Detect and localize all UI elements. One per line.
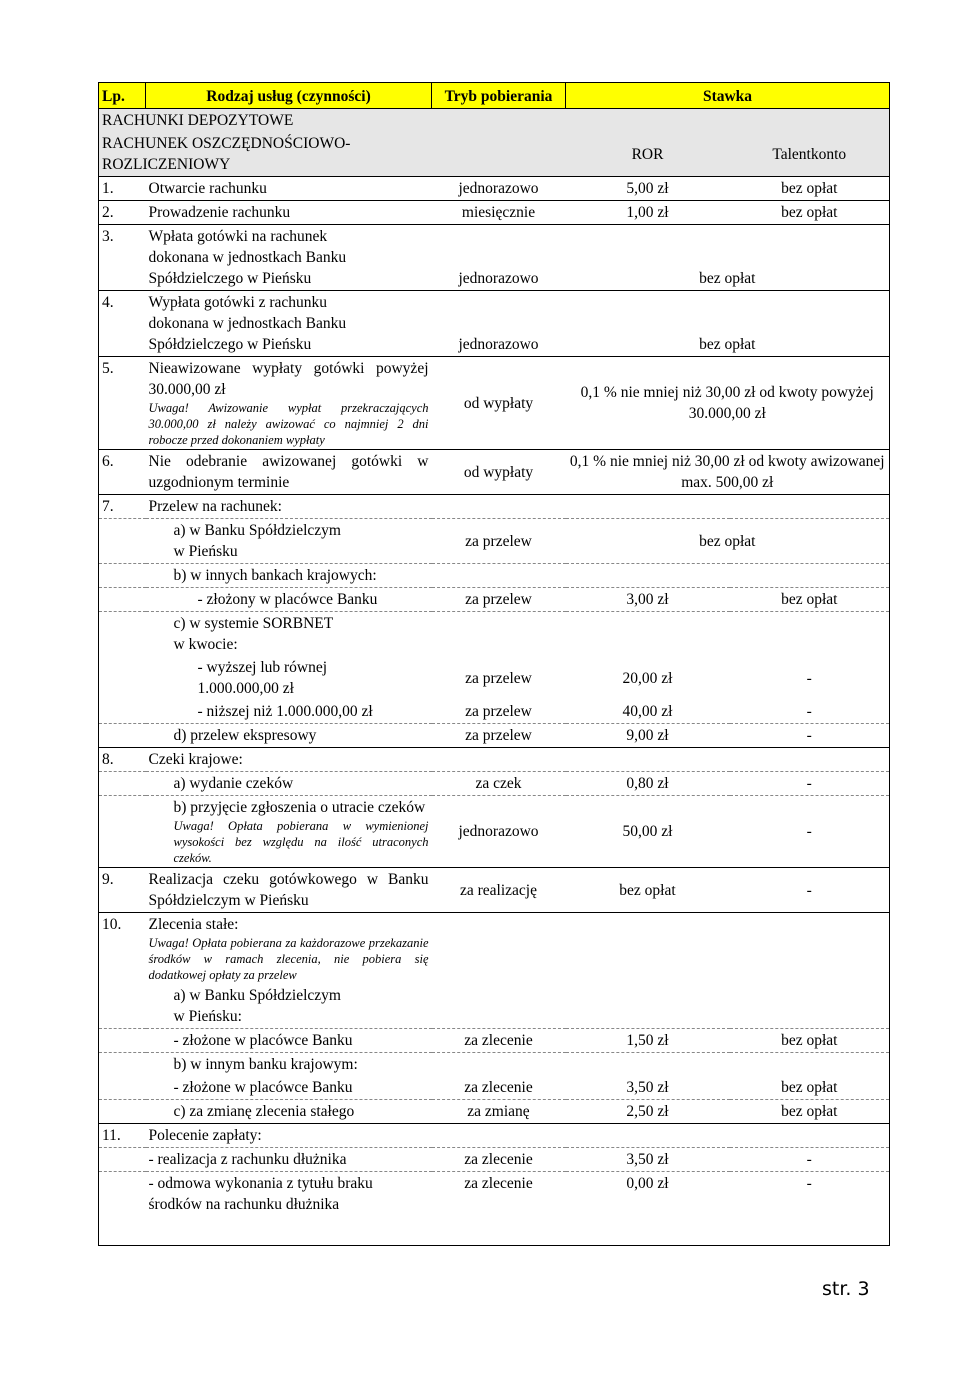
table-row: - realizacja z rachunku dłużnika za zlecenie 3,50 zł - — [99, 1148, 890, 1172]
table-row: 6. Nie odebranie awizowanej gotówki w uzgodnionym terminie od wypłaty 0,1 % nie mniej niż 30,00 zł od kwoty awizowanej max. 500,00 zł — [99, 450, 890, 495]
table-row: - złożone w placówce Banku za zlecenie 1,50 zł bez opłat — [99, 1029, 890, 1053]
table-row: c) za zmianę zlecenia stałego za zmianę 2,50 zł bez opłat — [99, 1100, 890, 1124]
table-row: 5. Nieawizowane wypłaty gotówki powyżej 30.000,00 zł Uwaga! Awizowanie wypłat przekraczających 30.000,00 zł należy awizować co najmniej 2 dni robocze przed dokonaniem wypłaty od wypłaty 0,1 % nie mniej niż 30,00 zł od kwoty powyżej 30.000,00 zł — [99, 357, 890, 450]
note-text: Uwaga! Awizowanie wypłat przekraczających 30.000,00 zł należy awizować co najmniej 2 dni robocze przed dokonaniem wypłaty — [148, 401, 429, 447]
header-service: Rodzaj usług (czynności) — [146, 83, 432, 109]
table-row: 2. Prowadzenie rachunku miesięcznie 1,00 zł bez opłat — [99, 201, 890, 225]
table-header — [99, 83, 890, 109]
table-row: - odmowa wykonania z tytułu braku środków na rachunku dłużnika za zlecenie 0,00 zł - — [99, 1172, 890, 1246]
col-ror-label: ROR — [566, 132, 730, 177]
table-row: d) przelew ekspresowy za przelew 9,00 zł - — [99, 724, 890, 748]
fee-table — [98, 82, 890, 1246]
table-row: 10. Zlecenia stałe: Uwaga! Opłata pobierana za każdorazowe przekazanie środków w ramach zlecenia, nie pobiera się dodatkowej opłaty za przelew — [99, 913, 890, 985]
table-row: a) w Banku Spółdzielczym w Pieńsku za przelew bez opłat — [99, 519, 890, 564]
table-row: b) przyjęcie zgłoszenia o utracie czeków Uwaga! Opłata pobierana w wymienionej wysokości bez względu na ilość utraconych czeków. jednorazowo 50,00 zł - — [99, 796, 890, 868]
table-row: - niższej niż 1.000.000,00 zł za przelew 40,00 zł - — [99, 700, 890, 724]
section-title-ror: RACHUNEK OSZCZĘDNOŚCIOWO-ROZLICZENIOWY — [99, 132, 432, 177]
section-row — [99, 109, 890, 133]
table-row: a) wydanie czeków za czek 0,80 zł - — [99, 772, 890, 796]
table-row: 7. Przelew na rachunek: — [99, 495, 890, 519]
table-row: 11. Polecenie zapłaty: — [99, 1124, 890, 1148]
table-row: 8. Czeki krajowe: — [99, 748, 890, 772]
section-row — [99, 132, 890, 177]
col-talent-label: Talentkonto — [730, 132, 890, 177]
header-lp: Lp. — [99, 83, 146, 109]
table-row: c) w systemie SORBNET w kwocie: — [99, 612, 890, 657]
header-mode: Tryb pobierania — [432, 83, 566, 109]
table-row: 4. Wypłata gotówki z rachunku dokonana w jednostkach Banku Spółdzielczego w Pieńsku jednorazowo bez opłat — [99, 291, 890, 357]
note-text: Uwaga! Opłata pobierana za każdorazowe przekazanie środków w ramach zlecenia, nie pobiera się dodatkowej opłaty za przelew — [148, 936, 429, 982]
table-row: - złożone w placówce Banku za zlecenie 3,50 zł bez opłat — [99, 1076, 890, 1100]
note-text: Uwaga! Opłata pobierana w wymienionej wysokości bez względu na ilość utraconych czeków. — [173, 819, 429, 865]
table-row: 9. Realizacja czeku gotówkowego w Banku Spółdzielczym w Pieńsku za realizację bez opłat - — [99, 868, 890, 913]
page-number: str. 3 — [822, 1278, 870, 1300]
table-row: a) w Banku Spółdzielczym w Pieńsku: — [99, 984, 890, 1029]
table-row: b) w innych bankach krajowych: — [99, 564, 890, 588]
table-row: - wyższej lub równej 1.000.000,00 zł za przelew 20,00 zł - — [99, 656, 890, 700]
table-row: 1. Otwarcie rachunku jednorazowo 5,00 zł bez opłat — [99, 177, 890, 201]
table-row: b) w innym banku krajowym: — [99, 1053, 890, 1077]
section-title-deposit: RACHUNKI DEPOZYTOWE — [99, 109, 890, 133]
table-row: - złożony w placówce Banku za przelew 3,00 zł bez opłat — [99, 588, 890, 612]
table-row: 3. Wpłata gotówki na rachunek dokonana w jednostkach Banku Spółdzielczego w Pieńsku jednorazowo bez opłat — [99, 225, 890, 291]
header-rate: Stawka — [566, 83, 890, 109]
